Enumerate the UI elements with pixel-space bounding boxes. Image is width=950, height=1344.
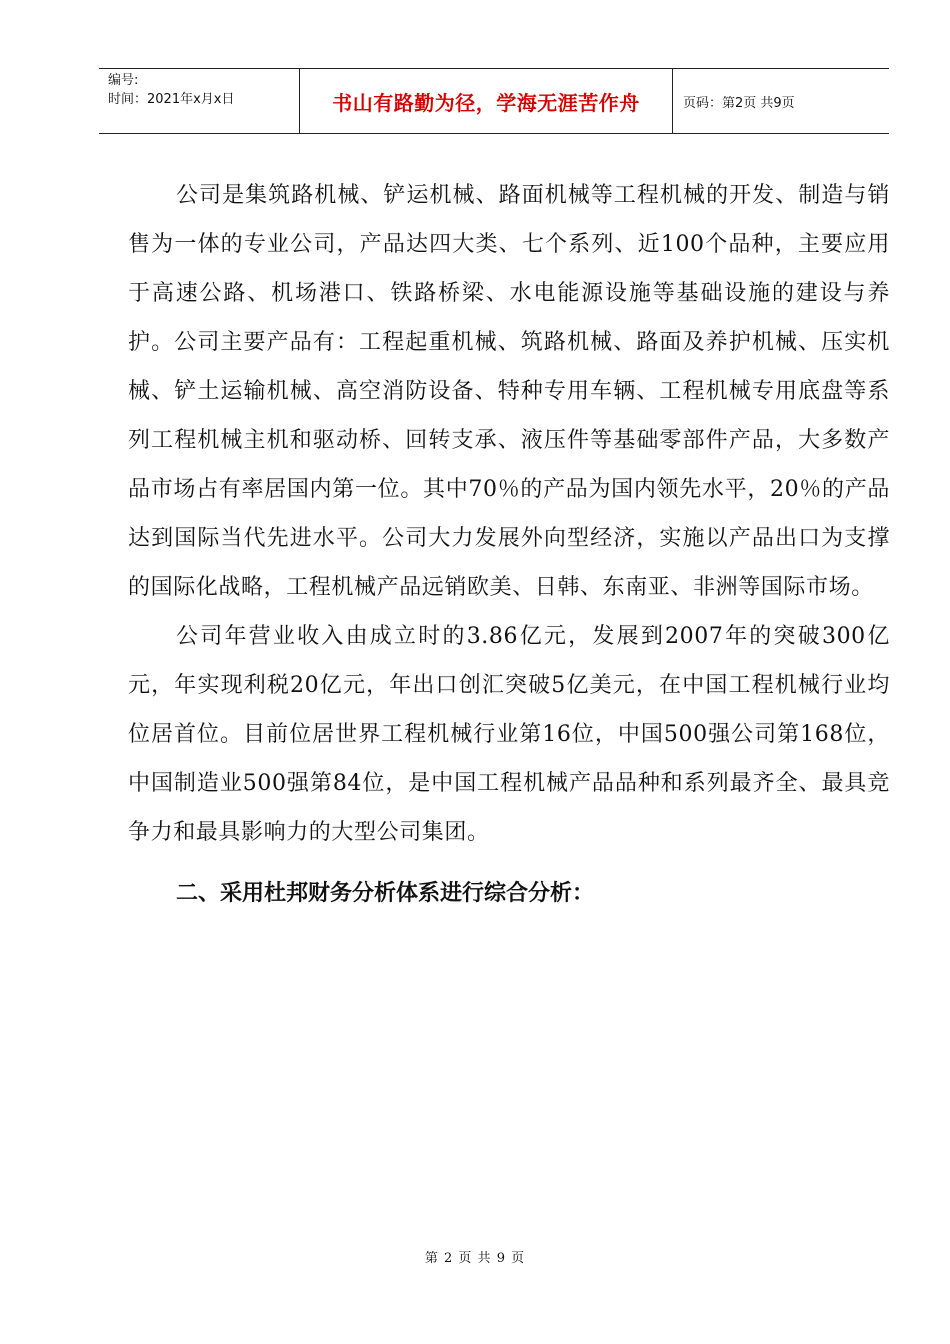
header-motto-cell <box>300 69 673 133</box>
header-page-info <box>673 69 889 133</box>
paragraph-company-revenue: 公司年营业收入由成立时的3.86亿元，发展到2007年的突破300亿元，年实现利税20亿元，年出口创汇突破5亿美元，在中国工程机械行业均位居首位。目前位居世界工程机械行业第16位，中国500强公司第168位，中国制造业500强第84位，是中国工程机械产品品种和系列最齐全、最具竞争力和最具影响力的大型公司集团。 <box>128 624 890 845</box>
section-heading: 二、采用杜邦财务分析体系进行综合分析： <box>176 881 595 906</box>
page-info-text: 页码：第2页 共9页 <box>683 95 795 111</box>
time-label: 时间：2021年x月x日 <box>108 92 235 107</box>
paragraph-company-overview: 公司是集筑路机械、铲运机械、路面机械等工程机械的开发、制造与销售为一体的专业公司，产品达四大类、七个系列、近100个品种，主要应用于高速公路、机场港口、铁路桥梁、水电能源设施等基础设施的建设与养护。公司主要产品有：工程起重机械、筑路机械、路面及养护机械、压实机械、铲土运输机械、高空消防设备、特种专用车辆、工程机械专用底盘等系列工程机械主机和驱动桥、回转支承、液压件等基础零部件产品，大多数产品市场占有率居国内第一位。其中70％的产品为国内领先水平，20％的产品达到国际当代先进水平。公司大力发展外向型经济，实施以产品出口为支撑的国际化战略，工程机械产品远销欧美、日韩、东南亚、非洲等国际市场。 <box>128 183 890 600</box>
motto-text: 书山有路勤为径，学海无涯苦作舟 <box>332 90 640 115</box>
page-footer: 第 2 页 共 9 页 <box>424 1251 526 1266</box>
header-meta <box>99 69 300 133</box>
document-body <box>128 171 890 918</box>
number-label: 编号: <box>108 73 139 88</box>
page-header <box>99 68 889 134</box>
